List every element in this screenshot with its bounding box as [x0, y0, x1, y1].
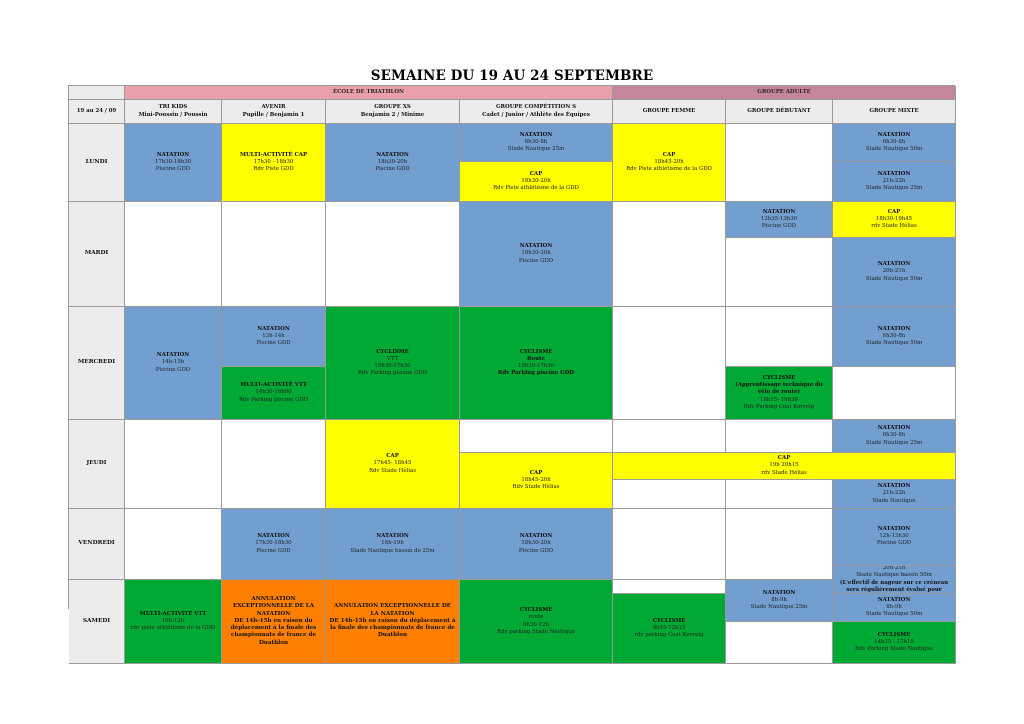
day-label: JEUDI	[69, 420, 125, 509]
session-cell: MULTI-ACTIVITÉ CAP 17h30 - 18h30 Rdv Piste GDD	[222, 124, 326, 202]
session-cell: CYCLISME 9h45-12h15 rdv parking Coat Kerveig	[613, 594, 726, 664]
empty-cell	[726, 238, 833, 307]
session-cell: NATATION 18h30-20h Piscine GDD	[460, 202, 613, 307]
session-cell: NATATION 18h30-20h Piscine GDD	[460, 509, 613, 580]
session-cell: NATATION 6h30-8h Stade Nautique 50m	[833, 307, 956, 367]
session-cell: CYCLISME 14h15 - 17h15 Rdv Parking Stade Nautique	[833, 622, 956, 664]
session-cell: NATATION 8h-9h Stade Nautique 50m	[833, 594, 956, 622]
session-cell: CYCLISME (Apprentissage technique du vélo de route) 18h15- 19h30 Rdv Parking Coat Kerveig	[726, 367, 833, 420]
session-cell: CAP 17h45- 18h45 Rdv Stade Hélias	[326, 420, 460, 509]
session-cell: NATATION 6h30-8h Stade Nautique 25m	[833, 420, 956, 453]
empty-cell	[613, 509, 726, 580]
session-cell: NATATION 17h30-18h30 Piscine GDD	[222, 509, 326, 580]
empty-cell	[833, 367, 956, 420]
empty-cell	[460, 420, 613, 453]
column-header: TRI KIDS Mini-Poussin / Poussin	[125, 100, 222, 124]
column-header: AVENIR Pupille / Benjamin 1	[222, 100, 326, 124]
session-cell: MULTI-ACTIVITÉ VTT 14h30-16h00 Rdv Parking piscine GDD	[222, 367, 326, 420]
session-cell: NATATION 6h30-8h Stade Nautique 25m	[460, 124, 613, 162]
session-cell: CAP 18h45-20h Rdv Piste athlétisme de la GDD	[613, 124, 726, 202]
empty-cell	[222, 420, 326, 509]
empty-cell	[613, 307, 726, 420]
session-cell: NATATION 17h30-18h30 Piscine GDD	[125, 124, 222, 202]
empty-cell	[726, 509, 833, 580]
column-header: GROUPE XS Benjamin 2 / Minime	[326, 100, 460, 124]
session-cell: NATATION 18h-19h Stade Nautique bassin de 25m	[326, 509, 460, 580]
cancellation-cell: ANNULATION EXCEPTIONNELLE DE LA NATATION DE 14h-15h en raison du déplacement à la finale des championnats de france de Duathlon	[326, 580, 460, 664]
session-cell: NATATION 13h-14h Piscine GDD	[222, 307, 326, 367]
cancellation-cell: ANNULATION EXCEPTIONNELLE DE LA NATATION DE 14h-15h en raison du déplacement à la finale des championnats de france de Duathlon	[222, 580, 326, 664]
session-cell: CYCLISME VTT 15h30-17h30 Rdv Parking piscine GDD	[326, 307, 460, 420]
empty-cell	[726, 622, 833, 664]
session-cell: CAP 19h 20h15 rdv Stade Hélias	[613, 453, 956, 480]
empty-cell	[326, 202, 460, 307]
session-cell: CYCLISME Route 15h30-17h30 Rdv Parking piscine GDD	[460, 307, 613, 420]
empty-cell	[125, 202, 222, 307]
empty-cell	[726, 307, 833, 367]
day-label: VENDREDI	[69, 509, 125, 580]
session-cell: NATATION 12h35-13h30 Piscine GDD	[726, 202, 833, 238]
empty-cell	[726, 420, 833, 453]
schedule-table	[68, 85, 955, 652]
session-cell: CYCLISME route 9h30-12h Rdv parking Stade Nautique	[460, 580, 613, 664]
empty-cell	[613, 420, 726, 453]
empty-cell	[613, 580, 726, 594]
column-header: GROUPE FEMME	[613, 100, 726, 124]
session-cell: CAP 18h30-20h Rdv Piste athlétisme de la GDD	[460, 162, 613, 202]
session-cell: NATATION 14h-15h Piscine GDD	[125, 307, 222, 420]
session-cell: NATATION 18h30-20h Piscine GDD	[326, 124, 460, 202]
empty-cell	[726, 124, 833, 202]
empty-cell	[613, 480, 726, 509]
session-cell: CAP 18h45-20h Rdv Stade Hélias	[460, 453, 613, 509]
column-header: GROUPE DÉBUTANT	[726, 100, 833, 124]
band-ecole: ÉCOLE DE TRIATHLON	[125, 86, 613, 100]
day-label: SAMEDI	[69, 580, 125, 664]
column-header: GROUPE MIXTE	[833, 100, 956, 124]
empty-cell	[222, 202, 326, 307]
page-title: SEMAINE DU 19 AU 24 SEPTEMBRE	[370, 68, 654, 84]
empty-cell	[613, 202, 726, 307]
session-cell: CAP 18h30-19h45 rdv Stade Hélias	[833, 202, 956, 238]
session-cell: NATATION 20h-21h Stade Nautique 50m	[833, 238, 956, 307]
session-cell: NATATION 8h-9h Stade Nautique 25m	[726, 580, 833, 622]
empty-cell	[125, 509, 222, 580]
corner-date: 19 au 24 / 09	[69, 100, 125, 124]
session-cell: NATATION 21h-22h Stade Nautique 25m	[833, 162, 956, 202]
empty-cell	[125, 420, 222, 509]
band-adulte: GROUPE ADULTE	[613, 86, 956, 100]
session-cell: NATATION 12h-13h30 Piscine GDD	[833, 509, 956, 566]
session-cell: MULTI-ACTIVITÉ VTT 10h-12h rdv piste athlétisme de la GDD	[125, 580, 222, 664]
session-cell: 20h-21h Stade Nautique bassin 50m (L'effectif de nageur sur ce créneau sera régulièrement évalué pour	[833, 566, 956, 594]
day-label: LUNDI	[69, 124, 125, 202]
band-corner	[69, 86, 125, 100]
session-cell: NATATION 6h30-8h Stade Nautique 50m	[833, 124, 956, 162]
day-label: MERCREDI	[69, 307, 125, 420]
empty-cell	[726, 480, 833, 509]
column-header: GROUPE COMPÉTITION S Cadet / Junior / Athlète des Équipes	[460, 100, 613, 124]
session-cell: NATATION 21h-22h Stade Nautique	[833, 480, 956, 509]
day-label: MARDI	[69, 202, 125, 307]
